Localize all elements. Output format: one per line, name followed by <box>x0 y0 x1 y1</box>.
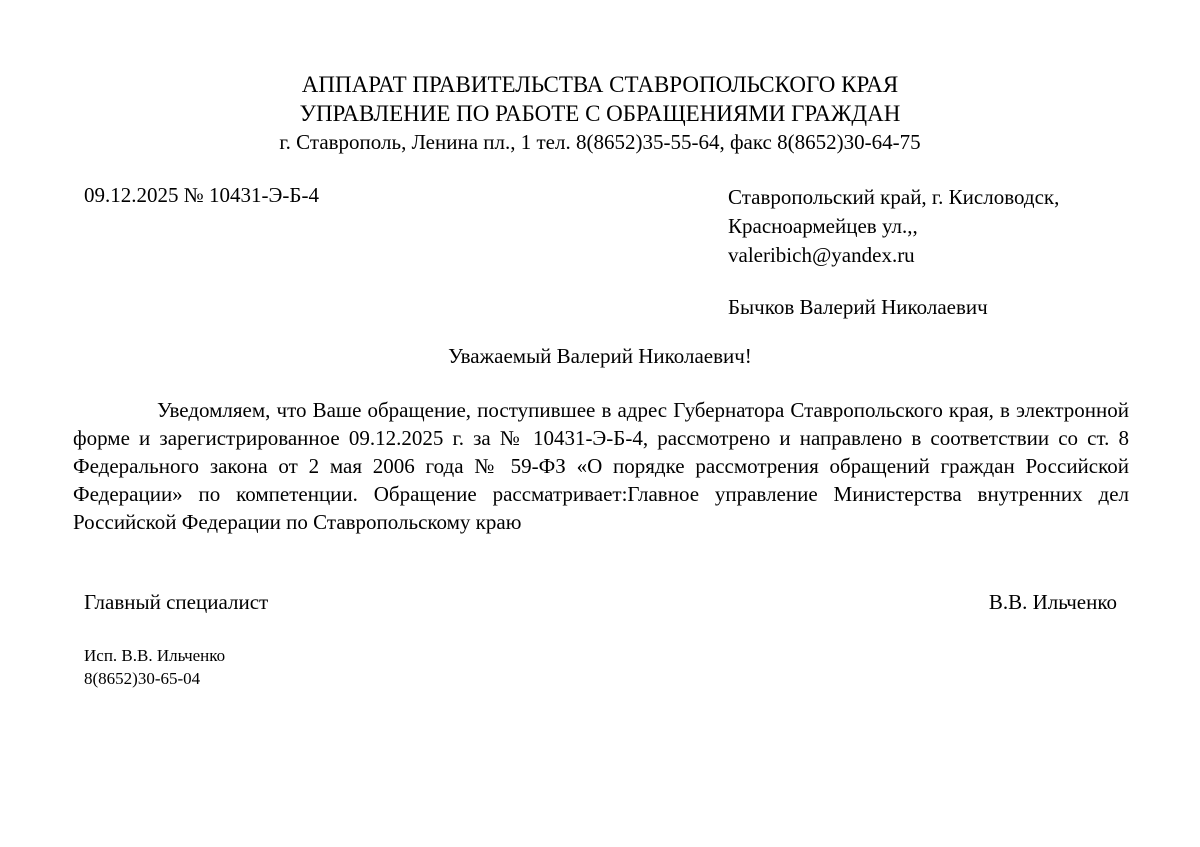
executor-block <box>84 644 225 690</box>
letterhead <box>0 70 1200 157</box>
salutation: Уважаемый Валерий Николаевич! <box>448 344 752 368</box>
letterhead-department: УПРАВЛЕНИЕ ПО РАБОТЕ С ОБРАЩЕНИЯМИ ГРАЖДАН <box>299 101 901 126</box>
recipient-block <box>728 183 1059 322</box>
letter-body: Уведомляем, что Ваше обращение, поступившее в адрес Губернатора Ставропольского края, в электронной форме и зарегистрированное 09.12.2025 г. за № 10431-Э-Б-4, рассмотрено и направлено в соответствии со ст. 8 Федерального закона от 2 мая 2006 года № 59-ФЗ «О порядке рассмотрения обращений граждан Российской Федерации» по компетенции. Обращение рассматривает:Главное управление Министерства внутренних дел Российской Федерации по Ставропольскому краю <box>73 398 1129 534</box>
recipient-address-line1: Ставропольский край, г. Кисловодск, <box>728 185 1060 209</box>
executor-phone: 8(8652)30-65-04 <box>84 669 201 688</box>
letterhead-address: г. Ставрополь, Ленина пл., 1 тел. 8(8652)35-55-64, факс 8(8652)30-64-75 <box>279 130 921 154</box>
registration-number: 09.12.2025 № 10431-Э-Б-4 <box>84 183 319 207</box>
signatory-position: Главный специалист <box>84 590 269 614</box>
letterhead-organization: АППАРАТ ПРАВИТЕЛЬСТВА СТАВРОПОЛЬСКОГО КРАЯ <box>301 72 899 97</box>
recipient-address-line2: Красноармейцев ул.,, <box>728 214 918 238</box>
executor-name: Исп. В.В. Ильченко <box>84 646 226 665</box>
recipient-email: valeribich@yandex.ru <box>728 243 915 267</box>
recipient-name: Бычков Валерий Николаевич <box>728 295 988 319</box>
signatory-name: В.В. Ильченко <box>988 590 1117 614</box>
